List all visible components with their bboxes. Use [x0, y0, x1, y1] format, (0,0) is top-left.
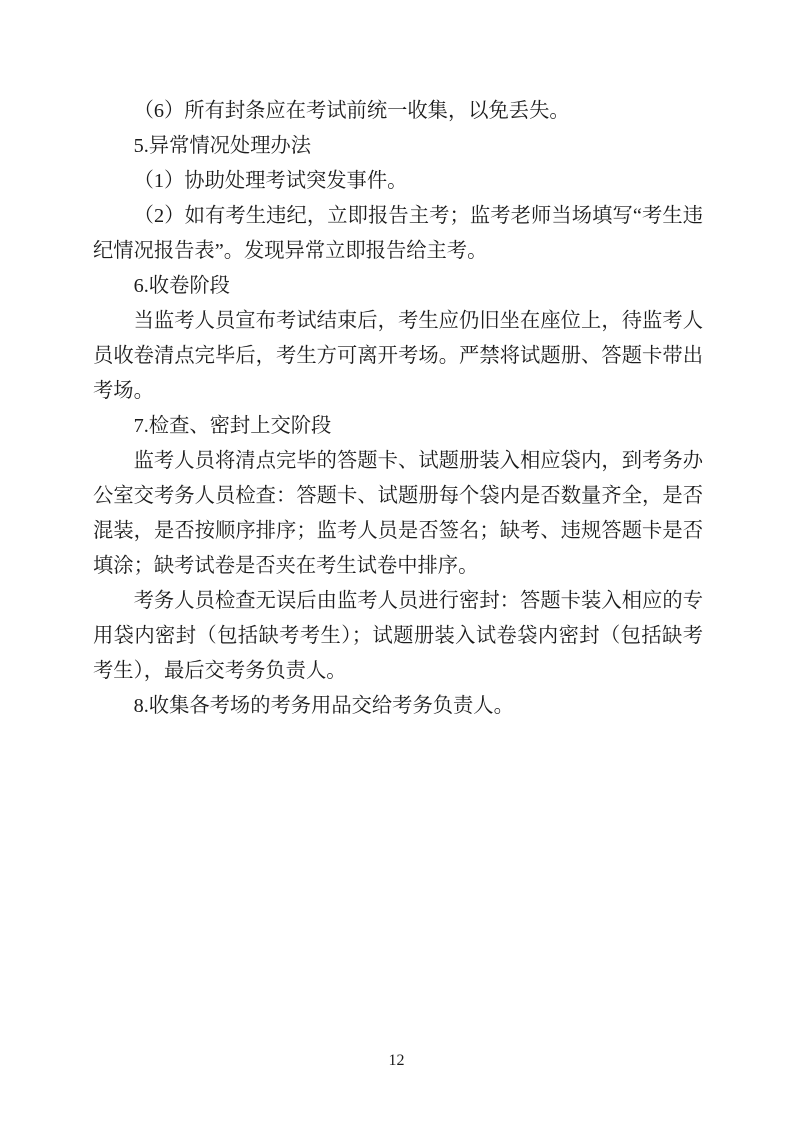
- document-body: [93, 94, 703, 724]
- heading-section-7-check-and-seal: 7.检查、密封上交阶段: [133, 415, 332, 437]
- heading-section-6-paper-collection: 6.收卷阶段: [133, 275, 230, 297]
- paragraph-check-procedure: 监考人员将清点完毕的答题卡、试题册装入相应袋内，到考务办公室交考务人员检查：答题卡、试题册每个袋内是否数量齐全，是否混装，是否按顺序排序；监考人员是否签名；缺考、违规答题卡是否填涂；缺考试卷是否夹在考生试卷中排序。: [93, 450, 703, 577]
- page-number: 12: [388, 1052, 405, 1069]
- heading-section-5-abnormal-situations: 5.异常情况处理办法: [133, 135, 312, 157]
- paragraph-violation-reporting: （2）如有考生违纪，立即报告主考；监考老师当场填写“考生违纪情况报告表”。发现异常立即报告给主考。: [93, 205, 703, 262]
- paragraph-paper-collection-rules: 当监考人员宣布考试结束后，考生应仍旧坐在座位上，待监考人员收卷清点完毕后，考生方可离开考场。严禁将试题册、答题卡带出考场。: [93, 310, 703, 402]
- heading-section-8-collect-supplies: 8.收集各考场的考务用品交给考务负责人。: [133, 695, 514, 717]
- paragraph-seal-collection: （6）所有封条应在考试前统一收集，以免丢失。: [133, 100, 570, 122]
- paragraph-sealing-procedure: 考务人员检查无误后由监考人员进行密封：答题卡装入相应的专用袋内密封（包括缺考考生）；试题册装入试卷袋内密封（包括缺考考生），最后交考务负责人。: [93, 590, 703, 682]
- paragraph-assist-emergencies: （1）协助处理考试突发事件。: [133, 170, 408, 192]
